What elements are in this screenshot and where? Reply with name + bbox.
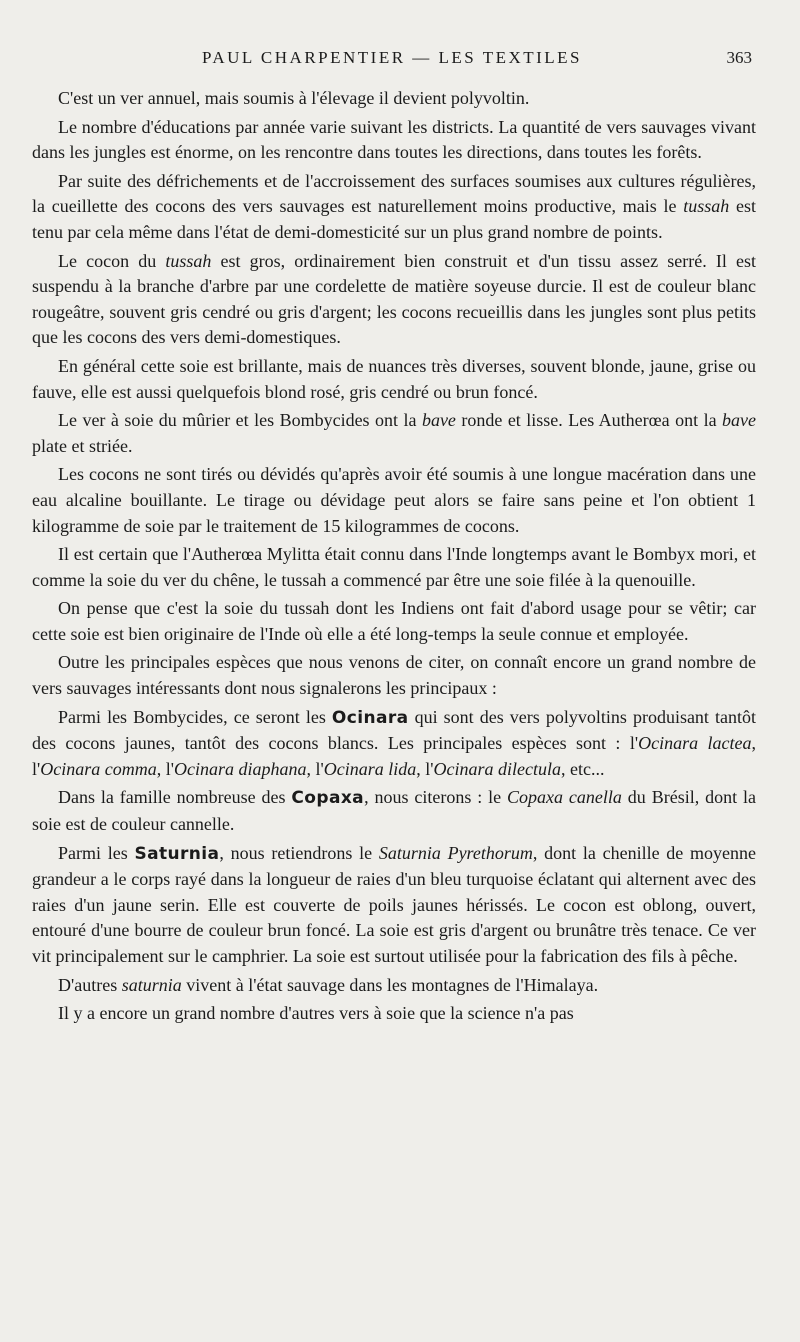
text-run: , etc...	[560, 758, 605, 779]
text-run: , nous retiendrons le	[219, 842, 379, 863]
paragraph	[32, 1001, 756, 1027]
text-run: plate et striée.	[32, 435, 133, 456]
running-header	[32, 44, 752, 70]
paragraph	[32, 542, 756, 593]
text-run: Il est certain que l'Autherœa Mylitta était connu dans l'Inde longtemps avant le Bombyx mori, et comme la soie du ver du chêne, le tussah a commencé par être une soie filée à la quenouille.	[32, 544, 756, 590]
text-run: , nous citerons : le	[364, 787, 508, 808]
text-run: Les cocons ne sont tirés ou dévidés qu'après avoir été soumis à une longue macération dans une eau alcaline bouillante. Le tirage ou dévidage peut alors se faire sans peine et l'on obtient 1 kilogramme de soie par le traitement de 15 kilogrammes de cocons.	[32, 464, 756, 536]
paragraph	[32, 841, 756, 970]
text-run: du Brésil, dont la soie est de couleur cannelle.	[32, 787, 756, 835]
italic-term: Saturnia Pyrethorum	[378, 842, 533, 863]
paragraph	[32, 973, 756, 999]
text-run: , l'	[32, 733, 757, 779]
text-run: Parmi les Bombycides, ce seront les	[58, 706, 332, 727]
text-run: D'autres	[58, 974, 122, 995]
text-run: Le cocon du	[58, 250, 166, 271]
text-run: Le ver à soie du mûrier et les Bombycides ont la	[58, 410, 422, 431]
text-run: Parmi les	[58, 842, 135, 863]
italic-term: Ocinara lactea	[638, 733, 752, 754]
genus-name: Ocinara	[331, 707, 409, 728]
italic-term: Ocinara comma	[40, 758, 157, 779]
text-run: ronde et lisse. Les Autherœa ont la	[455, 410, 723, 431]
paragraph	[32, 462, 756, 539]
text-run: qui sont des vers polyvoltins produisant tantôt des cocons jaunes, tantôt des cocons blancs. Les principales espèces sont : l'	[32, 706, 757, 754]
paragraph	[32, 249, 756, 351]
text-run: Outre les principales espèces que nous venons de citer, on connaît encore un grand nombre de vers sauvages intéressants dont nous signalerons les principaux :	[32, 652, 756, 699]
paragraph	[32, 705, 756, 783]
italic-term: tussah	[683, 196, 730, 217]
text-run: En général cette soie est brillante, mais de nuances très diverses, souvent blonde, jaune, grise ou fauve, elle est aussi quelquefois blond rosé, gris cendré ou brun foncé.	[32, 355, 756, 402]
italic-term: bave	[421, 410, 456, 431]
italic-term: Ocinara lida	[323, 758, 417, 779]
paragraph	[32, 596, 756, 647]
text-run: Par suite des défrichements et de l'accroissement des surfaces soumises aux cultures régulières, la cueillette des cocons des vers sauvages est naturellement moins productive, mais le	[32, 170, 756, 217]
text-run: , l'	[156, 758, 174, 779]
italic-term: Ocinara dilectula	[433, 758, 561, 779]
italic-term: saturnia	[121, 974, 182, 995]
text-run: est tenu par cela même dans l'état de demi-domesticité sur un plus grand nombre de points.	[32, 196, 756, 242]
text-run: , l'	[306, 758, 324, 779]
text-run: Il y a encore un grand nombre d'autres vers à soie que la science n'a pas	[58, 1003, 574, 1024]
paragraph	[32, 650, 756, 701]
text-run: C'est un ver annuel, mais soumis à l'élevage il devient polyvoltin.	[58, 88, 530, 108]
header-title: PAUL CHARPENTIER — LES TEXTILES	[201, 48, 583, 67]
text-run: On pense que c'est la soie du tussah dont les Indiens ont fait d'abord usage pour se vêtir; car cette soie est bien originaire de l'Inde où elle a été long-temps la seule connue et employée.	[32, 598, 756, 644]
italic-term: tussah	[165, 250, 212, 271]
paragraph	[32, 408, 756, 459]
italic-term: Ocinara diaphana	[173, 758, 307, 779]
genus-name: Saturnia	[134, 843, 220, 864]
paragraph	[32, 354, 756, 405]
text-run: , l'	[416, 758, 434, 779]
genus-name: Copaxa	[291, 788, 365, 809]
page-number: 363	[726, 48, 752, 67]
paragraph	[32, 86, 756, 112]
body-text	[32, 86, 756, 1027]
text-run: Dans la famille nombreuse des	[58, 787, 292, 808]
italic-term: bave	[722, 410, 756, 431]
text-run: est gros, ordinairement bien construit et d'un tissu assez serré. Il est suspendu à la branche d'arbre par une cordelette de matière soyeuse durcie. Il est de couleur blanc rougeâtre, souvent gris cendré ou gris d'argent; les cocons recueillis dans les jungles sont plus petits que les cocons des vers demi-domestiques.	[32, 250, 756, 348]
italic-term: Copaxa canella	[507, 787, 622, 808]
text-run: vivent à l'état sauvage dans les montagnes de l'Himalaya.	[181, 974, 599, 995]
text-run: , dont la chenille de moyenne grandeur a le corps rayé dans la longueur de raies d'un bleu turquoise éclatant qui alternent avec des raies d'un jaune serin. Elle est couverte de poils jaunes hérissés. Le cocon est oblong, ouvert, entouré d'une bourre de couleur brun foncé. La soie est gris d'argent ou brunâtre très tenace. Ce ver vit principalement sur le camphrier. La soie est surtout utilisée pour la fabrication des fils à pêche.	[32, 842, 756, 966]
paragraph	[32, 169, 756, 246]
paragraph	[32, 115, 756, 166]
paragraph	[32, 785, 756, 837]
text-run: Le nombre d'éducations par année varie suivant les districts. La quantité de vers sauvages vivant dans les jungles est énorme, on les rencontre dans toutes les directions, dans toutes les forêts.	[32, 116, 756, 163]
